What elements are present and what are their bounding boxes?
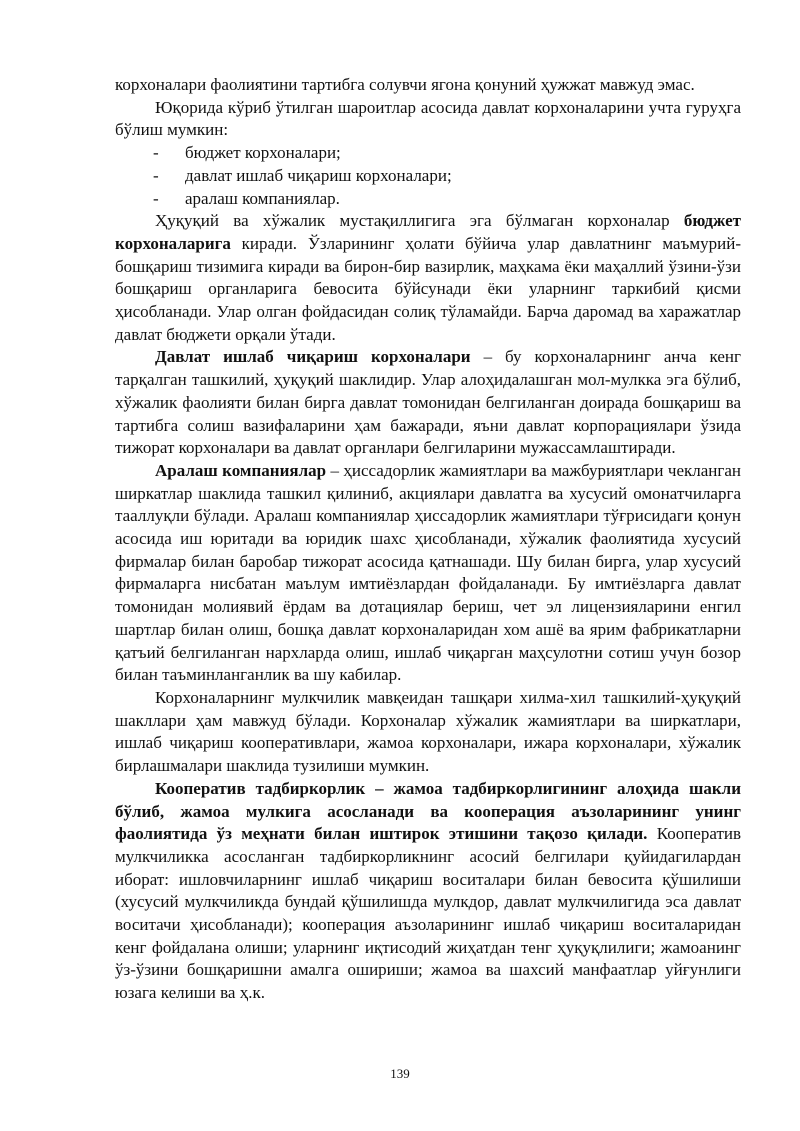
paragraph-legal-forms: Корхоналарнинг мулкчилик мавқеидан ташқари хилма-хил ташкилий-ҳуқуқий шакллари ҳам мавжуд бўлади. Корхоналар хўжалик жамиятлари ва ширкатлари, ишлаб чиқариш кооперативлари, жамоа корхоналари, ижара корхоналари, хўжалик бирлашмалари шаклида тузилиши мумкин. (115, 687, 741, 776)
list-item-text: давлат ишлаб чиқариш корхоналари; (185, 165, 452, 185)
list-marker: - (153, 143, 159, 163)
bold-term: Аралаш компаниялар (155, 460, 327, 480)
paragraph-three-groups: Юқорида кўриб ўтилган шароитлар асосида давлат корхоналарини учта гуруҳга бўлиш мумкин: (115, 97, 741, 140)
list-item-text: бюджет корхоналари; (185, 143, 341, 163)
paragraph-budget-enterprises (115, 210, 741, 346)
list-marker: - (153, 165, 159, 185)
list-item-text: аралаш компаниялар. (185, 188, 340, 208)
paragraph-text: киради. Ўзларининг ҳолати бўйича улар давлатнинг маъмурий-бошқариш тизимига киради ва бирон-бир вазирлик, маҳкама ёки маҳаллий ўзини-ўзи бошқариш органларига бевосита бўйсунади ёки уларнинг таркибий қисми ҳисобланади. Улар олган фойдасидан солиқ тўламайди. Барча даромад ва харажатлар давлат бюджети орқали ўтади. (115, 233, 741, 344)
paragraph-intro: корхоналари фаолиятини тартибга солувчи ягона қонуний ҳужжат мавжуд эмас. (115, 75, 695, 94)
list-item (115, 165, 741, 188)
paragraph-state-enterprises (115, 346, 741, 460)
list-item (115, 188, 741, 211)
bold-definition: Кооператив тадбиркорлик – жамоа тадбиркорлигининг алоҳида шакли бўлиб, жамоа мулкига асосланади ва кооперация аъзоларининг унинг фаолиятида ўз меҳнати билан иштирок этишини тақозо қилади. (115, 778, 741, 844)
paragraph-text: Кооператив мулкчиликка асосланган тадбиркорликнинг асосий белгилари қуйидагилардан иборат: ишловчиларнинг ишлаб чиқариш воситалари билан бевосита қўшилиши (хусусий мулкчиликда бундай қўшилишда мулкдор, давлат мулкчилигида эса давлат воситачи ҳисобланади); кооперация аъзоларининг ишлаб чиқариш воситаларидан кенг фойдалана олиши; уларнинг иқтисодий жиҳатдан тенг ҳуқуқлилиги; жамоанинг ўз-ўзини бошқаришни амалга ошириши; жамоа ва шахсий манфаатлар уйғунлиги юзага келиши ва ҳ.к. (115, 824, 742, 1003)
paragraph-mixed-companies (115, 460, 741, 687)
list-item (115, 142, 741, 165)
paragraph-cooperative (115, 778, 741, 1005)
enterprise-groups-list (115, 142, 741, 210)
list-marker: - (153, 188, 159, 208)
bold-term: Давлат ишлаб чиқариш корхоналари (155, 347, 471, 367)
paragraph-text: – ҳиссадорлик жамиятлари ва мажбуриятлари чекланган ширкатлар шаклида ташкил қилиниб, акциялари давлатга ва хусусий омонатчиларга тааллуқли бўлади. Аралаш компаниялар ҳиссадорлик жамиятлари тўғрисидаги қонун асосида иш юритади ва юридик шахс ҳисобланади, хўжалик фаолиятида хусусий фирмалар билан баробар тижорат асосида қатнашади. Шу билан бирга, улар хусусий фирмаларга нисбатан маълум имтиёзлардан фойдаланади. Бу имтиёзларга давлат томонидан молиявий ёрдам ва дотациялар бериш, чет эл лицензияларини енгил шартлар билан олиш, бошқа давлат корхоналаридан хом ашё ва ярим фабрикатларни қатъий белгиланган нархларда олиш, ишлаб чиқарган маҳсулотни сотиш учун бозор билан таъминланганлик ва шу кабилар. (115, 460, 741, 685)
bold-term: бюджет корхоналарига (115, 211, 741, 253)
paragraph-text: Ҳуқуқий ва хўжалик мустақиллигига эга бўлмаган корхоналар (155, 211, 684, 231)
body-text (115, 74, 741, 1005)
page-number: 139 (390, 1066, 410, 1081)
paragraph-text: – бу корхоналарнинг анча кенг тарқалган ташкилий, ҳуқуқий шаклидир. Улар алоҳидалашган мол-мулкка эга бўлиб, хўжалик фаолияти билан бирга давлат томонидан белгиланган доирада бошқариш ва тартибга солиш вазифаларини ҳам бажаради, яъни давлат корпорациялари ўзида тижорат корхоналари ва давлат органлари белгиларини мужассамлаштиради. (115, 347, 741, 458)
